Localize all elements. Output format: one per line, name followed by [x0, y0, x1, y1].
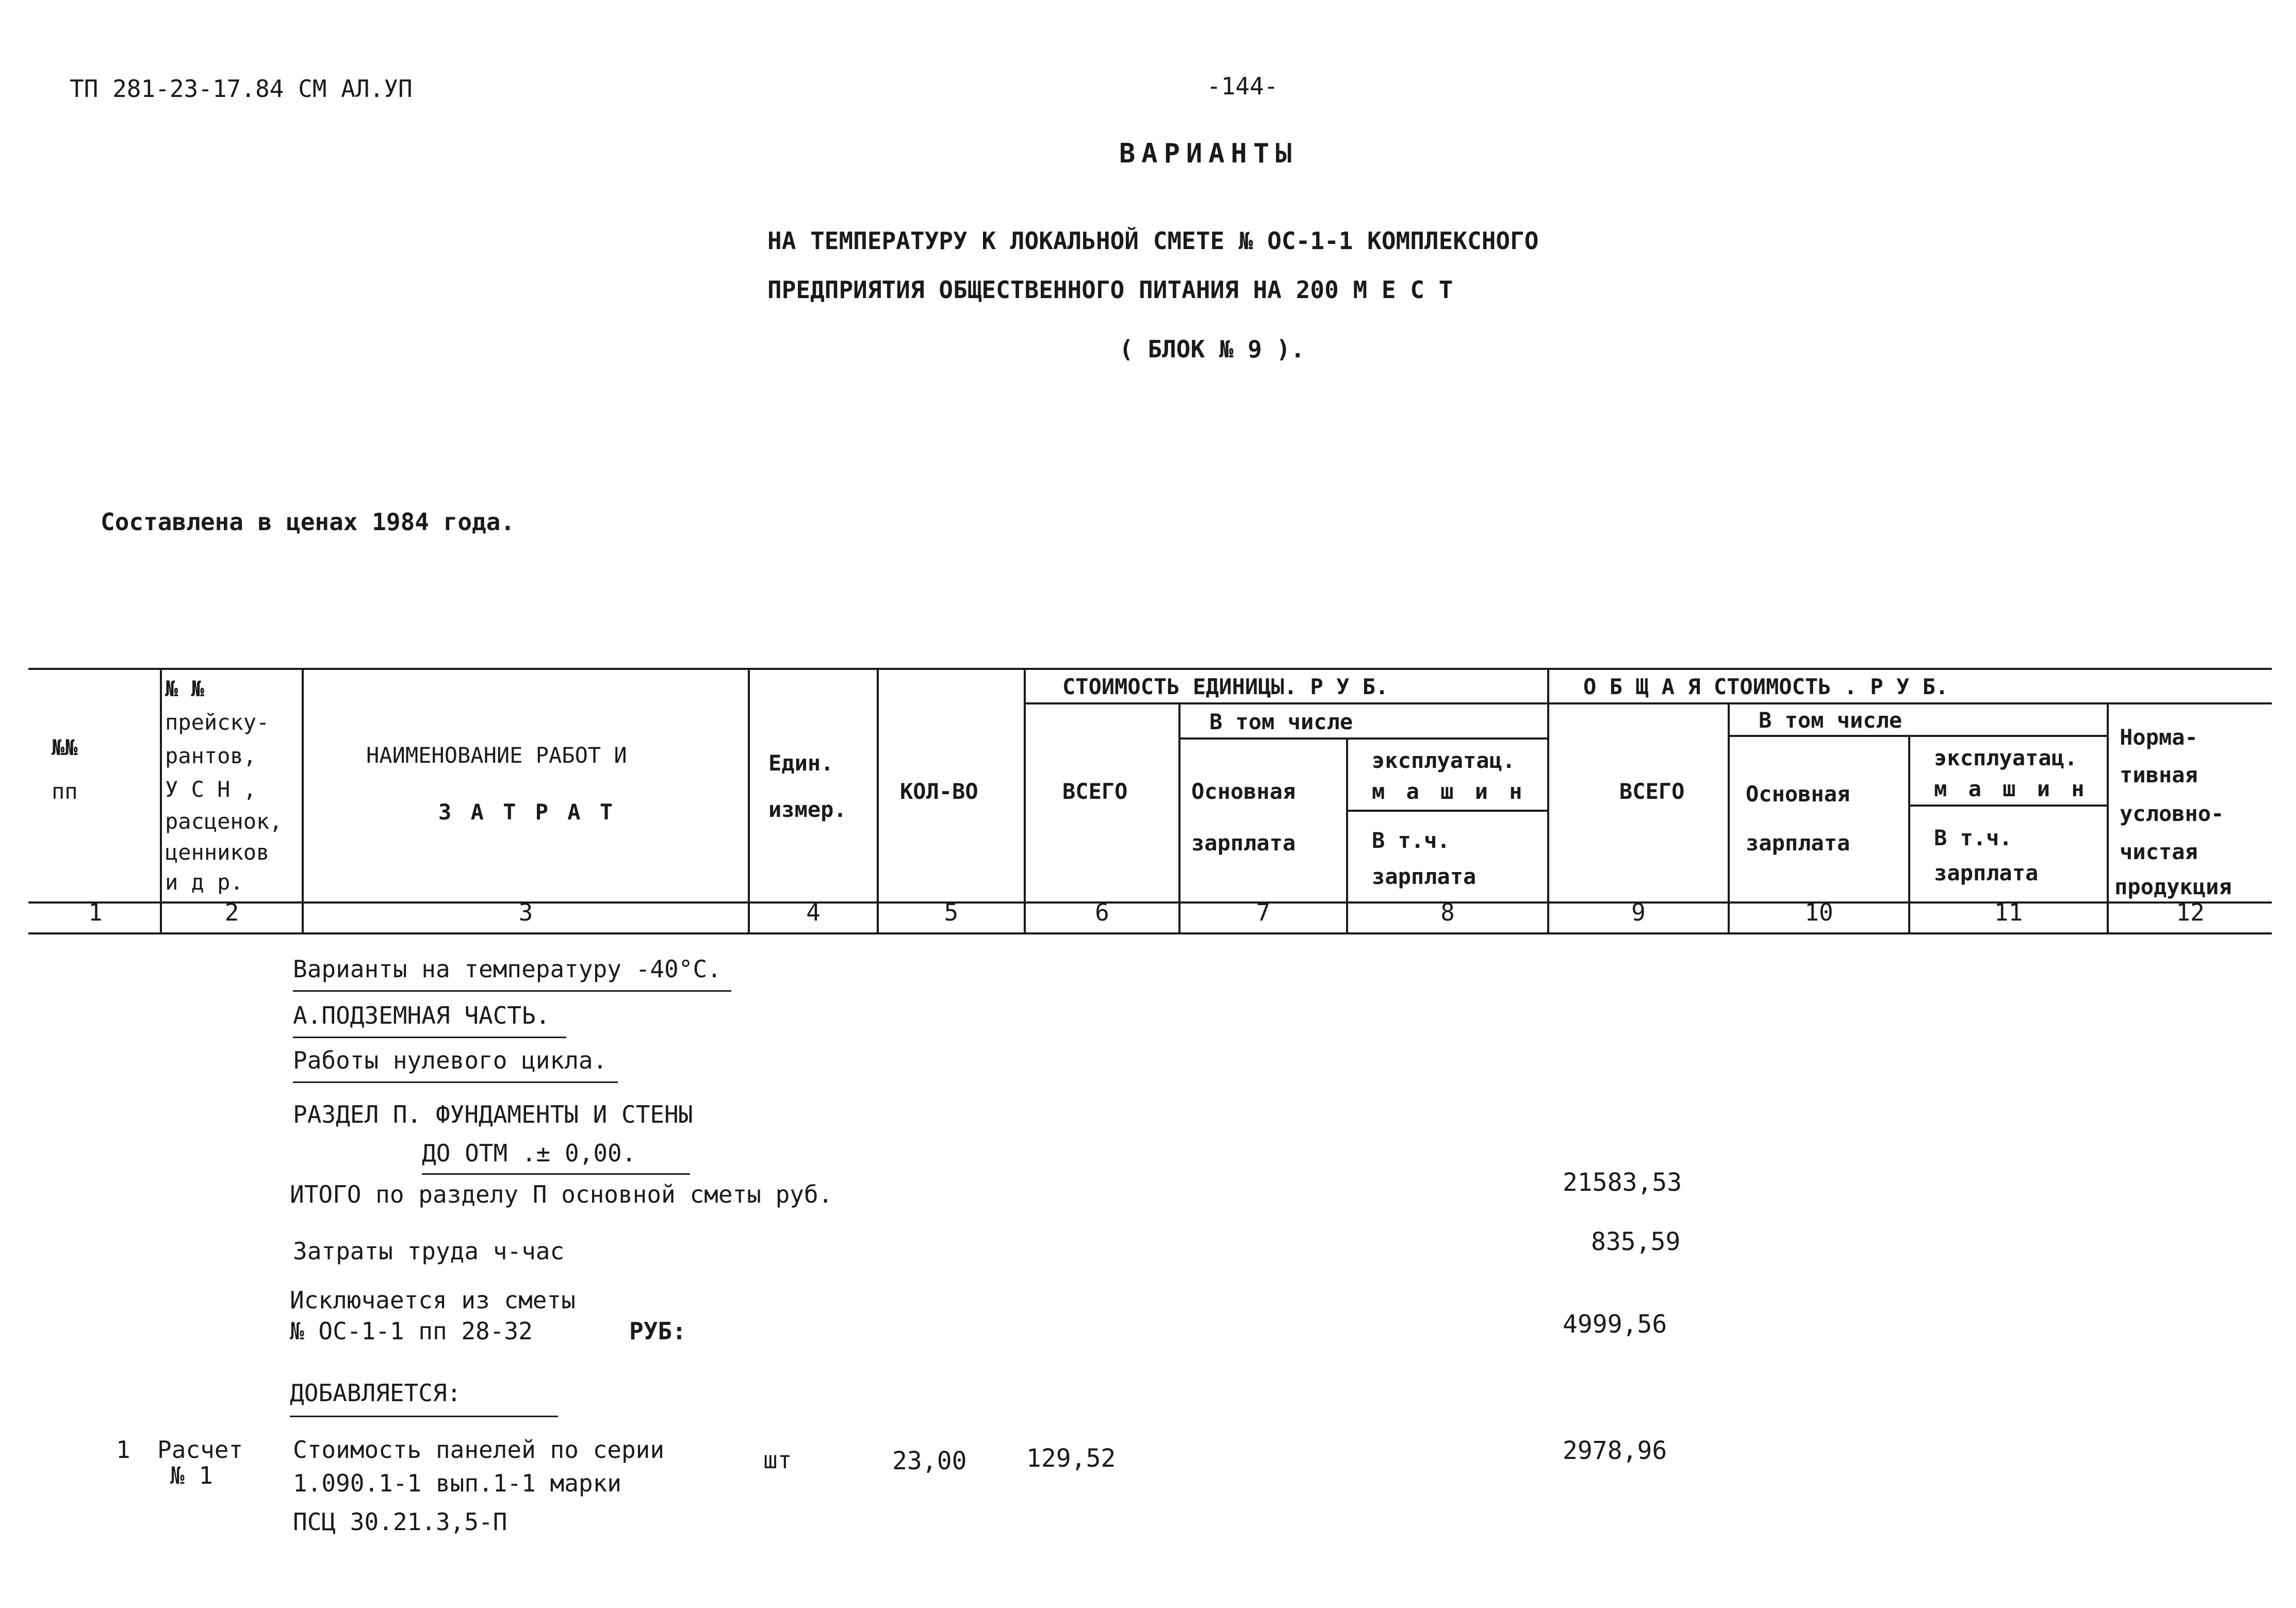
col8-header-line2: зарплата	[1372, 864, 1477, 889]
document-code: ТП 281-23-17.84 СМ АЛ.УП	[70, 75, 413, 103]
column-number-10: 10	[1805, 898, 1833, 926]
col7-header-line1: Основная	[1191, 779, 1296, 804]
col4-header-line1: Един.	[768, 750, 834, 776]
col3-header-line2: З А Т Р А Т	[438, 799, 616, 825]
excluded-label-line1: Исключается из сметы	[290, 1286, 576, 1314]
col1-header-line1: №№	[52, 735, 78, 760]
section-total-label: ИТОГО по разделу П основной сметы руб.	[290, 1180, 833, 1208]
column-number-8: 8	[1440, 898, 1455, 926]
column-number-2: 2	[224, 898, 239, 926]
unit-machines-line1: эксплуатац.	[1372, 748, 1516, 773]
col5-header: КОЛ-ВО	[900, 779, 978, 804]
total-including-header: В том числе	[1759, 708, 1903, 733]
part-a-label: А.ПОДЗЕМНАЯ ЧАСТЬ.	[293, 1002, 550, 1029]
column-number-9: 9	[1631, 898, 1646, 926]
col2-header-line1: № №	[165, 676, 204, 701]
col12-header-line2: тивная	[2120, 762, 2198, 787]
col12-header-line5: продукция	[2114, 874, 2232, 899]
col1-header-line2: пп	[52, 779, 78, 804]
document-title: ВАРИАНТЫ	[1119, 138, 1298, 169]
item-name-line1: Стоимость панелей по серии	[293, 1436, 665, 1464]
col4-header-line2: измер.	[768, 797, 847, 822]
column-number-11: 11	[1994, 898, 2023, 926]
subtitle-line-2: ПРЕДПРИЯТИЯ ОБЩЕСТВЕННОГО ПИТАНИЯ НА 200 М Е С Т	[767, 276, 1453, 304]
subtitle-line-3: ( БЛОК № 9 ).	[1119, 335, 1305, 363]
excluded-label-line2: № ОС-1-1 пп 28-32	[290, 1317, 533, 1345]
item-unit: шт	[763, 1446, 792, 1474]
col2-header-line5: расценок,	[165, 809, 283, 834]
col8-header-line1: В т.ч.	[1372, 828, 1450, 853]
column-number-12: 12	[2176, 898, 2205, 926]
added-label: ДОБАВЛЯЕТСЯ:	[290, 1379, 462, 1407]
item-total-cost: 2978,96	[1563, 1436, 1667, 1465]
item-name-line3: ПСЦ 30.21.3,5-П	[293, 1508, 507, 1536]
total-machines-line2: м а ш и н	[1934, 776, 2089, 801]
labor-cost-value: 835,59	[1591, 1227, 1681, 1256]
column-number-1: 1	[88, 898, 103, 926]
col11-header-line2: зарплата	[1934, 860, 2039, 885]
zero-cycle-label: Работы нулевого цикла.	[293, 1046, 608, 1074]
item-name-line2: 1.090.1-1 вып.1-1 марки	[293, 1469, 621, 1497]
col2-header-line6: ценников	[165, 840, 270, 865]
total-cost-group-header: О Б Щ А Я СТОИМОСТЬ . Р У Б.	[1583, 674, 1949, 699]
col12-header-line1: Норма-	[2120, 725, 2198, 750]
column-number-7: 7	[1256, 898, 1271, 926]
col11-header-line1: В т.ч.	[1934, 825, 2012, 850]
col2-header-line3: рантов,	[165, 743, 257, 768]
subtitle-line-1: НА ТЕМПЕРАТУРУ К ЛОКАЛЬНОЙ СМЕТЕ № ОС-1-1 КОМПЛЕКСНОГО	[767, 227, 1539, 255]
item-ref-line1: Расчет	[157, 1436, 243, 1464]
col7-header-line2: зарплата	[1191, 830, 1296, 856]
col2-header-line7: и д р.	[165, 869, 243, 895]
excluded-value: 4999,56	[1563, 1310, 1667, 1339]
col12-header-line3: условно-	[2120, 801, 2224, 826]
item-ref-line2: № 1	[170, 1462, 214, 1489]
col2-header-line4: У С Н ,	[165, 777, 257, 802]
total-machines-line1: эксплуатац.	[1934, 745, 2078, 770]
item-unit-cost-total: 129,52	[1026, 1444, 1116, 1473]
unit-cost-group-header: СТОИМОСТЬ ЕДИНИЦЫ. Р У Б.	[1062, 674, 1389, 699]
col9-header: ВСЕГО	[1619, 779, 1685, 804]
col10-header-line1: Основная	[1746, 781, 1850, 807]
page-number: -144-	[1207, 72, 1278, 100]
column-number-6: 6	[1095, 898, 1109, 926]
variants-label: Варианты на температуру -40°С.	[293, 955, 721, 983]
item-quantity: 23,00	[892, 1447, 967, 1475]
excluded-unit: РУБ:	[629, 1317, 686, 1345]
col10-header-line2: зарплата	[1746, 830, 1850, 856]
unit-including-header: В том числе	[1209, 709, 1353, 734]
column-number-5: 5	[944, 898, 959, 926]
section-total-value: 21583,53	[1563, 1168, 1682, 1197]
item-number: 1	[116, 1436, 130, 1464]
section-label-line2: ДО ОТМ .± 0,00.	[422, 1139, 636, 1167]
col3-header-line1: НАИМЕНОВАНИЕ РАБОТ И	[366, 743, 627, 768]
column-number-4: 4	[806, 898, 821, 926]
prices-note: Составлена в ценах 1984 года.	[101, 508, 515, 536]
section-label-line1: РАЗДЕЛ П. ФУНДАМЕНТЫ И СТЕНЫ	[293, 1101, 693, 1128]
col2-header-line2: прейску-	[165, 710, 270, 735]
column-number-3: 3	[518, 898, 533, 926]
col6-header: ВСЕГО	[1062, 779, 1128, 804]
unit-machines-line2: м а ш и н	[1372, 779, 1527, 804]
labor-cost-label: Затраты труда ч-час	[293, 1237, 565, 1265]
col12-header-line4: чистая	[2120, 839, 2198, 864]
